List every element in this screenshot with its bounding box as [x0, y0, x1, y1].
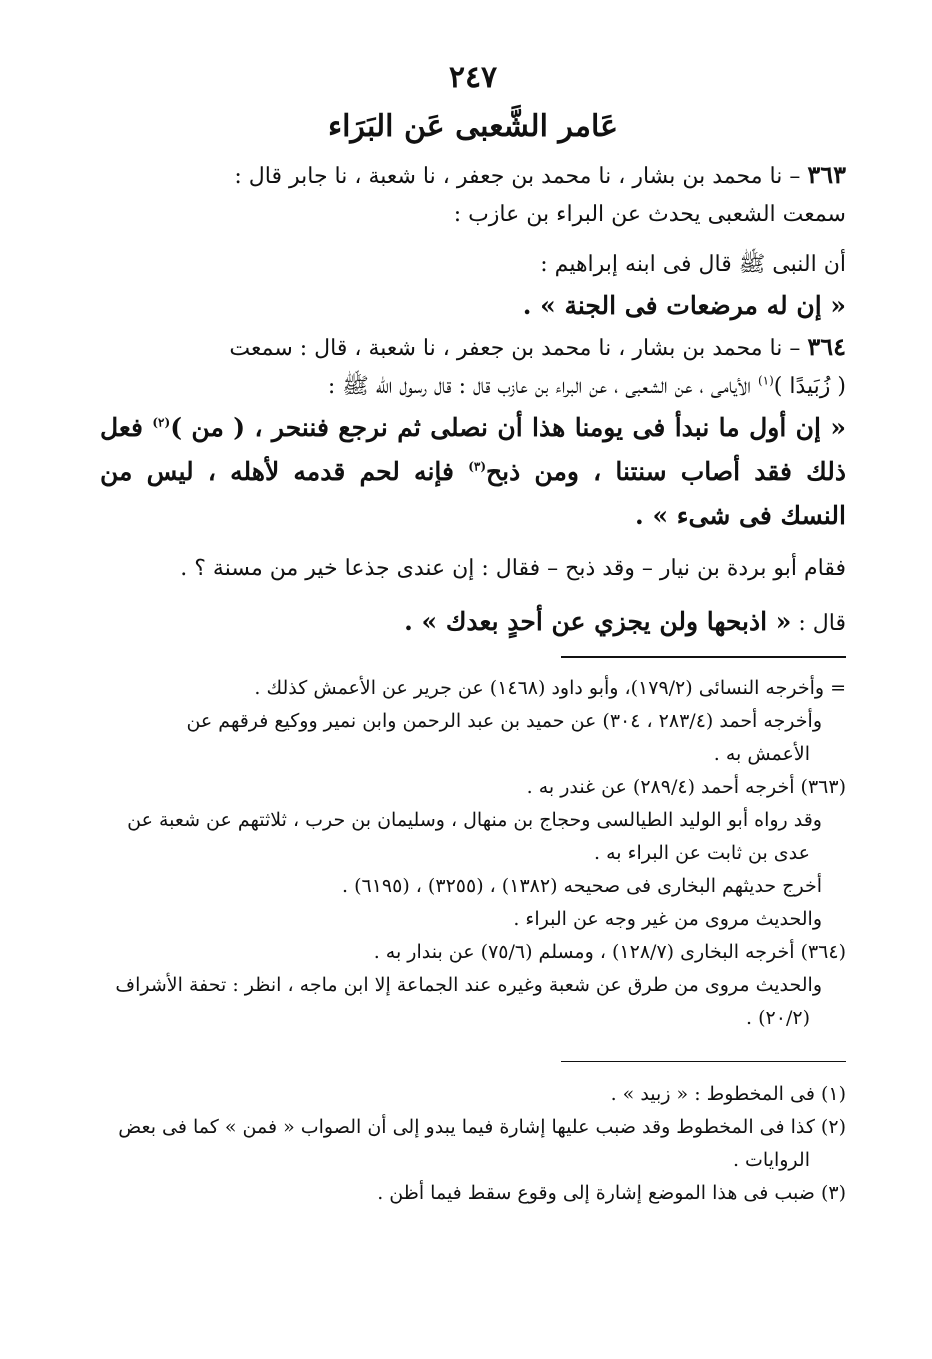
- hadith-number: ٣٦٣: [807, 160, 846, 189]
- matn-part: فإنه لحم قدمه لأهله ، ليس من النسك فى شىء » .: [100, 457, 846, 530]
- footnote-ref-3: (٣): [468, 459, 487, 474]
- isnad-text: الأيامى ، عن الشعبى ، عن البراء بن عازب قال : قال رسول الله ﷺ :: [327, 374, 751, 399]
- isnad-text: – نا محمد بن بشار ، نا محمد بن جعفر ، نا شعبة ، قال : سمعت: [229, 336, 801, 361]
- matn-part: « إن أول ما نبدأ فى يومنا هذا أن نصلى ثم نرجع فننحر ، ( من ): [170, 413, 846, 442]
- hadith-363-text-line: أن النبى ﷺ قال فى ابنه إبراهيم :: [540, 252, 846, 277]
- hadith-363-isnad-line-1: [100, 156, 846, 196]
- matn-part: « اذبحها ولن يجزي عن أحدٍ بعدك » .: [404, 607, 792, 636]
- narrator-name: ( زُبَيدًا ): [773, 374, 846, 399]
- footnote-line: الروايات .: [732, 1149, 810, 1171]
- note-line: وأخرجه أحمد (٢٨٣/٤ ، ٣٠٤) عن حميد بن عبد الرحمن وابن نمير ووكيع فرقهم عن: [186, 710, 822, 732]
- footnote-line: (١) فى المخطوط : « زبيد » .: [610, 1083, 846, 1105]
- note-line: = وأخرجه النسائى (١٧٩/٢)، وأبو داود (١٤٦٨) عن جرير عن الأعمش كذلك .: [254, 677, 846, 699]
- note-line: أخرج حديثهم البخارى فى صحيحه (١٣٨٢) ، (٣٢٥٥) ، (٦١٩٥) .: [341, 875, 822, 897]
- matn-part: فعل ذلك فقد أصاب سنتنا ، ومن ذبح: [100, 413, 847, 486]
- hadith-363-isnad-line-2: سمعت الشعبى يحدث عن البراء بن عازب :: [453, 202, 846, 227]
- hadith-364-matn: [100, 406, 846, 538]
- footnote-divider: [561, 1061, 846, 1062]
- footnote-ref-1: (١): [757, 373, 774, 388]
- hadith-364-text-line: فقام أبو بردة بن نيار – وقد ذبح – فقال : إن عندى جذعا خير من مسنة ؟ .: [180, 556, 846, 581]
- note-line: (٣٦٣) أخرجه أحمد (٢٨٩/٤) عن غندر به .: [526, 776, 846, 798]
- note-line: وقد رواه أبو الوليد الطيالسى وحجاج بن منهال ، وسليمان بن حرب ، ثلاثتهم عن شعبة عن: [127, 809, 822, 831]
- note-line: والحديث مروى من غير وجه عن البراء .: [513, 908, 822, 930]
- hadith-363-matn: « إن له مرضعات فى الجنة » .: [522, 291, 846, 320]
- isnad-text: – نا محمد بن بشار ، نا محمد بن جعفر ، نا شعبة ، نا جابر قال :: [234, 164, 801, 189]
- hadith-364-final-line: [100, 600, 846, 644]
- footnotes: [100, 1078, 846, 1210]
- footnote-ref-2: (٢): [152, 415, 171, 430]
- document-page: [100, 50, 846, 1210]
- said-text: قال :: [798, 611, 846, 636]
- hadith-364-isnad-line-2: [100, 368, 846, 406]
- chapter-title: عَامر الشَّعبى عَن البَرَاء: [327, 109, 619, 144]
- hadith-364-isnad-line-1: [100, 328, 846, 368]
- note-line: عدى بن ثابت عن البراء به .: [593, 842, 810, 864]
- note-line: والحديث مروى من طرق عن شعبة وغيره عند الجماعة إلا ابن ماجه ، انظر : تحفة الأشراف: [115, 974, 822, 996]
- note-line: (٢٠/٢) .: [746, 1007, 810, 1029]
- note-line: (٣٦٤) أخرجه البخارى (١٢٨/٧) ، ومسلم (٧٥/٦) عن بندار به .: [373, 941, 846, 963]
- page-number: ٢٤٧: [448, 60, 498, 95]
- footnote-line: (٢) كذا فى المخطوط وقد ضبب عليها إشارة فيما يبدو إلى أن الصواب « فمن » كما فى بعض: [118, 1116, 846, 1138]
- hadith-number: ٣٦٤: [807, 332, 846, 361]
- footnote-line: (٣) ضبب فى هذا الموضع إشارة إلى وقوع سقط فيما أظن .: [377, 1182, 846, 1204]
- note-line: الأعمش به .: [713, 743, 810, 765]
- section-divider: [561, 656, 846, 658]
- hadith-363: [100, 156, 846, 328]
- hadith-364: [100, 328, 846, 644]
- takhrij-notes: [100, 672, 846, 1035]
